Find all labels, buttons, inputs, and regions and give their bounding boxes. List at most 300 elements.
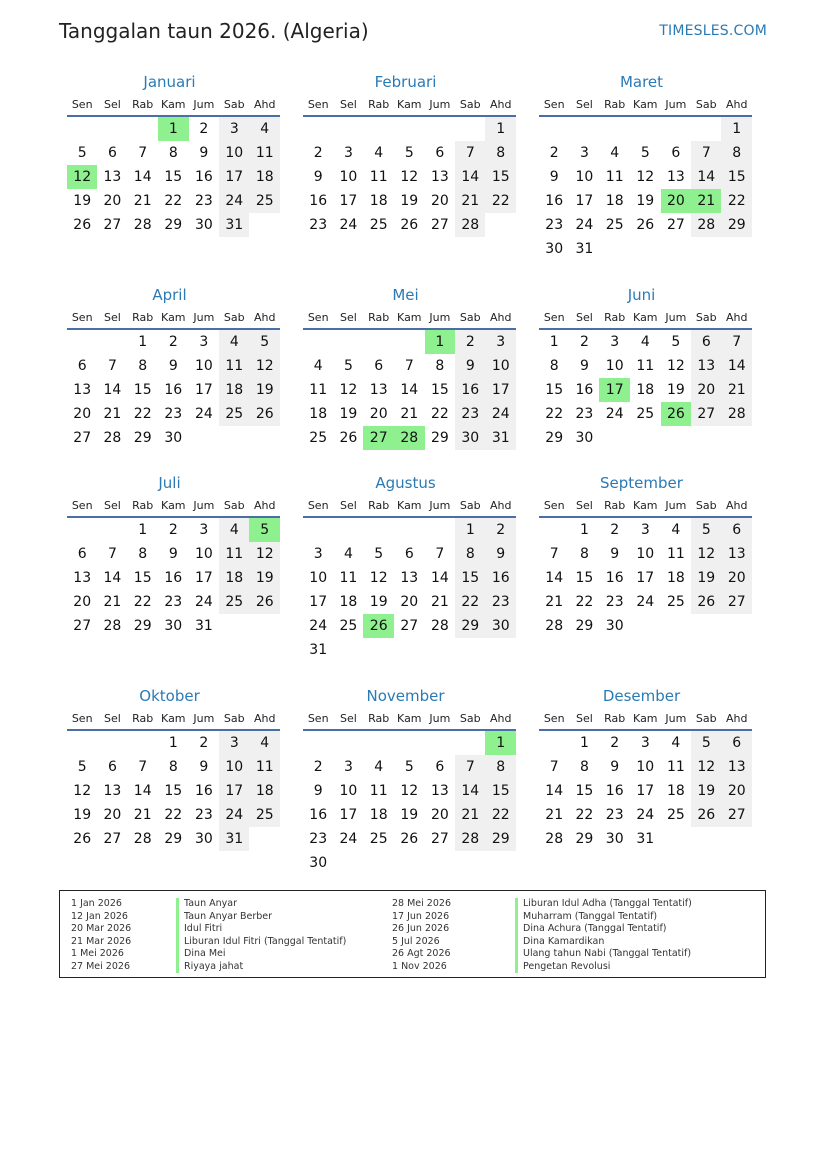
weekday-header: Sen [67, 306, 97, 329]
day-cell: 11 [666, 546, 685, 562]
week-row [67, 165, 280, 189]
day-cell: 3 [219, 116, 249, 141]
week-row [67, 354, 280, 378]
day-cell: 22 [430, 406, 449, 422]
day-cell: 27 [691, 402, 721, 426]
holiday-day: 27 [363, 426, 393, 450]
weekday-header: Rab [599, 707, 629, 730]
day-cell: 14 [721, 354, 752, 378]
day-cell: 22 [133, 406, 152, 422]
day-cell: 21 [430, 594, 449, 610]
day-cell: 22 [164, 807, 183, 823]
day-cell: 18 [339, 594, 358, 610]
weekday-header: Sel [569, 707, 599, 730]
week-row [303, 426, 516, 450]
day-cell: 16 [309, 807, 328, 823]
day-cell: 7 [107, 546, 117, 562]
day-cell: 20 [103, 807, 122, 823]
day-cell: 1 [579, 735, 589, 751]
empty-cell [630, 237, 661, 261]
day-cell: 11 [249, 141, 280, 165]
day-cell: 23 [575, 406, 594, 422]
day-cell: 11 [339, 570, 358, 586]
day-cell: 2 [455, 329, 485, 354]
weekday-header: Sen [539, 707, 569, 730]
day-cell: 9 [610, 546, 620, 562]
day-cell: 29 [485, 827, 516, 851]
weekday-header: Ahd [721, 494, 752, 517]
day-cell: 19 [249, 378, 280, 402]
day-cell: 28 [545, 831, 564, 847]
day-cell: 7 [107, 358, 117, 374]
week-row [67, 116, 280, 141]
day-cell: 11 [666, 759, 685, 775]
empty-cell [661, 426, 691, 450]
day-cell: 16 [194, 783, 213, 799]
day-cell: 3 [219, 730, 249, 755]
empty-cell [363, 730, 393, 755]
day-cell: 5 [691, 730, 721, 755]
weekday-header: Sab [691, 494, 721, 517]
day-cell: 29 [164, 217, 183, 233]
weekday-header: Sab [691, 93, 721, 116]
legend-holiday-name: Dina Mei [176, 948, 346, 961]
weekday-header: Kam [394, 494, 425, 517]
month-table [303, 707, 516, 875]
weekday-header: Sen [539, 93, 569, 116]
day-cell: 4 [671, 522, 681, 538]
day-cell: 6 [374, 358, 384, 374]
day-cell: 14 [400, 382, 419, 398]
day-cell: 28 [455, 213, 485, 237]
week-row [303, 329, 516, 354]
day-cell: 7 [435, 546, 445, 562]
weekday-header: Sen [67, 707, 97, 730]
day-cell: 20 [430, 807, 449, 823]
day-cell: 28 [103, 618, 122, 634]
day-cell: 6 [721, 730, 752, 755]
legend-holiday-name: Liburan Idul Fitri (Tanggal Tentatif) [176, 936, 346, 949]
day-cell: 26 [400, 831, 419, 847]
day-cell: 23 [455, 402, 485, 426]
day-cell: 29 [133, 430, 152, 446]
empty-cell [599, 426, 629, 450]
weekday-header: Sab [455, 494, 485, 517]
week-row [67, 402, 280, 426]
month-name: Mei [392, 286, 419, 304]
legend-date: 26 Agt 2026 [392, 948, 451, 959]
day-cell: 18 [219, 566, 249, 590]
empty-cell [691, 614, 721, 638]
day-cell: 20 [103, 193, 122, 209]
holiday-day: 1 [158, 116, 189, 141]
day-cell: 17 [219, 779, 249, 803]
day-cell: 17 [339, 807, 358, 823]
empty-cell [363, 851, 393, 875]
day-cell: 9 [199, 145, 209, 161]
empty-cell [455, 730, 485, 755]
day-cell: 11 [249, 755, 280, 779]
day-cell: 4 [343, 546, 353, 562]
week-row [539, 566, 752, 590]
month-0 [59, 71, 280, 237]
empty-cell [249, 827, 280, 851]
day-cell: 9 [199, 759, 209, 775]
weekday-header: Kam [394, 93, 425, 116]
weekday-header: Sen [539, 306, 569, 329]
weekday-header: Sab [455, 93, 485, 116]
week-row [67, 378, 280, 402]
day-cell: 15 [164, 783, 183, 799]
week-row [67, 141, 280, 165]
weekday-header: Ahd [721, 93, 752, 116]
weekday-header: Rab [599, 93, 629, 116]
weekday-header: Jum [425, 707, 455, 730]
day-cell: 10 [194, 358, 213, 374]
weekday-header: Sen [67, 494, 97, 517]
weekday-header: Jum [189, 707, 219, 730]
day-cell: 9 [168, 546, 178, 562]
day-cell: 2 [485, 517, 516, 542]
day-cell: 13 [691, 354, 721, 378]
day-cell: 27 [666, 217, 685, 233]
empty-cell [599, 237, 629, 261]
day-cell: 8 [138, 358, 148, 374]
day-cell: 11 [219, 354, 249, 378]
empty-cell [363, 638, 393, 662]
day-cell: 9 [168, 358, 178, 374]
week-row [539, 590, 752, 614]
day-cell: 31 [636, 831, 655, 847]
week-row [539, 329, 752, 354]
day-cell: 31 [219, 213, 249, 237]
empty-cell [394, 329, 425, 354]
empty-cell [691, 827, 721, 851]
day-cell: 10 [194, 546, 213, 562]
empty-cell [67, 116, 97, 141]
day-cell: 26 [73, 831, 92, 847]
empty-cell [394, 638, 425, 662]
week-row [67, 590, 280, 614]
day-cell: 2 [199, 121, 209, 137]
holiday-day: 21 [691, 189, 721, 213]
empty-cell [691, 426, 721, 450]
holiday-day: 1 [425, 329, 455, 354]
day-cell: 14 [103, 570, 122, 586]
weekday-header: Ahd [249, 494, 280, 517]
day-cell: 2 [579, 334, 589, 350]
week-row [539, 517, 752, 542]
empty-cell [67, 517, 97, 542]
empty-cell [485, 638, 516, 662]
day-cell: 25 [309, 430, 328, 446]
brand-link[interactable]: TIMESLES.COM [659, 23, 767, 39]
empty-cell [249, 213, 280, 237]
month-name: Oktober [139, 687, 200, 705]
day-cell: 27 [721, 590, 752, 614]
empty-cell [333, 851, 363, 875]
weekday-header: Sen [67, 93, 97, 116]
day-cell: 31 [575, 241, 594, 257]
empty-cell [333, 116, 363, 141]
month-10 [295, 685, 516, 875]
empty-cell [303, 517, 333, 542]
empty-cell [333, 730, 363, 755]
day-cell: 23 [309, 831, 328, 847]
day-cell: 19 [73, 807, 92, 823]
day-cell: 30 [605, 618, 624, 634]
legend-date: 5 Jul 2026 [392, 935, 440, 947]
day-cell: 4 [640, 334, 650, 350]
day-cell: 15 [455, 566, 485, 590]
weekday-header: Sab [219, 93, 249, 116]
legend-holiday-name: Taun Anyar [176, 898, 346, 911]
week-row [67, 517, 280, 542]
week-row [539, 827, 752, 851]
weekday-header: Ahd [249, 306, 280, 329]
empty-cell [539, 116, 569, 141]
day-cell: 24 [605, 406, 624, 422]
day-cell: 25 [219, 402, 249, 426]
legend-names-col-2 [515, 898, 692, 973]
weekday-header: Jum [189, 93, 219, 116]
day-cell: 29 [455, 614, 485, 638]
weekday-header: Ahd [721, 707, 752, 730]
day-cell: 20 [721, 566, 752, 590]
day-cell: 21 [545, 594, 564, 610]
empty-cell [425, 638, 455, 662]
day-cell: 26 [400, 217, 419, 233]
day-cell: 12 [249, 542, 280, 566]
day-cell: 6 [721, 517, 752, 542]
day-cell: 3 [485, 329, 516, 354]
month-2 [531, 71, 752, 261]
day-cell: 2 [610, 522, 620, 538]
day-cell: 3 [313, 546, 323, 562]
day-cell: 2 [610, 735, 620, 751]
empty-cell [661, 827, 691, 851]
day-cell: 17 [194, 382, 213, 398]
day-cell: 19 [249, 566, 280, 590]
day-cell: 14 [103, 382, 122, 398]
holiday-day: 17 [599, 378, 629, 402]
day-cell: 2 [313, 145, 323, 161]
day-cell: 5 [343, 358, 353, 374]
legend-date: 1 Jan 2026 [71, 898, 122, 909]
month-table [303, 93, 516, 237]
day-cell: 12 [339, 382, 358, 398]
day-cell: 1 [168, 735, 178, 751]
day-cell: 13 [430, 169, 449, 185]
day-cell: 29 [575, 831, 594, 847]
empty-cell [539, 517, 569, 542]
weekday-header: Sen [303, 93, 333, 116]
week-row [303, 614, 516, 638]
day-cell: 20 [73, 406, 92, 422]
day-cell: 28 [455, 827, 485, 851]
empty-cell [97, 730, 127, 755]
day-cell: 4 [374, 145, 384, 161]
day-cell: 28 [691, 213, 721, 237]
day-cell: 27 [103, 831, 122, 847]
legend-dates-col-2 [392, 898, 451, 973]
empty-cell [721, 237, 752, 261]
holiday-day: 26 [363, 614, 393, 638]
week-row [303, 566, 516, 590]
day-cell: 6 [691, 329, 721, 354]
day-cell: 28 [430, 618, 449, 634]
empty-cell [721, 426, 752, 450]
day-cell: 6 [435, 759, 445, 775]
legend-date: 17 Jun 2026 [392, 910, 450, 922]
empty-cell [249, 614, 280, 638]
day-cell: 27 [103, 217, 122, 233]
day-cell: 12 [400, 783, 419, 799]
month-8 [531, 472, 752, 638]
week-row [303, 827, 516, 851]
month-name: Agustus [375, 474, 436, 492]
day-cell: 29 [164, 831, 183, 847]
weekday-header: Sel [97, 707, 127, 730]
day-cell: 22 [133, 594, 152, 610]
day-cell: 12 [249, 354, 280, 378]
weekday-header: Ahd [485, 93, 516, 116]
legend-date: 26 Jun 2026 [392, 923, 450, 934]
week-row [303, 730, 516, 755]
day-cell: 20 [721, 779, 752, 803]
day-cell: 19 [73, 193, 92, 209]
week-row [539, 165, 752, 189]
day-cell: 23 [605, 807, 624, 823]
day-cell: 19 [636, 193, 655, 209]
day-cell: 15 [133, 382, 152, 398]
day-cell: 19 [400, 807, 419, 823]
day-cell: 3 [610, 334, 620, 350]
day-cell: 4 [313, 358, 323, 374]
weekday-header: Jum [661, 707, 691, 730]
day-cell: 6 [671, 145, 681, 161]
weekday-header: Sel [97, 306, 127, 329]
day-cell: 17 [219, 165, 249, 189]
day-cell: 10 [636, 759, 655, 775]
weekday-header: Rab [363, 707, 393, 730]
day-cell: 22 [575, 807, 594, 823]
day-cell: 8 [579, 759, 589, 775]
day-cell: 22 [545, 406, 564, 422]
weekday-header: Sen [303, 306, 333, 329]
month-table [539, 306, 752, 450]
legend-date: 27 Mei 2026 [71, 960, 130, 972]
day-cell: 7 [138, 145, 148, 161]
day-cell: 19 [400, 193, 419, 209]
week-row [303, 803, 516, 827]
day-cell: 1 [579, 522, 589, 538]
day-cell: 25 [666, 594, 685, 610]
month-9 [59, 685, 280, 851]
day-cell: 19 [691, 779, 721, 803]
month-name: Januari [143, 73, 196, 91]
empty-cell [425, 116, 455, 141]
month-11 [531, 685, 752, 851]
day-cell: 18 [249, 165, 280, 189]
day-cell: 5 [77, 759, 87, 775]
empty-cell [394, 517, 425, 542]
day-cell: 17 [636, 783, 655, 799]
weekday-header: Jum [661, 494, 691, 517]
week-row [67, 213, 280, 237]
empty-cell [127, 730, 157, 755]
day-cell: 24 [636, 807, 655, 823]
month-name: Februari [374, 73, 437, 91]
day-cell: 18 [605, 193, 624, 209]
day-cell: 25 [339, 618, 358, 634]
weekday-header: Rab [127, 306, 157, 329]
day-cell: 2 [549, 145, 559, 161]
weekday-header: Sab [691, 707, 721, 730]
day-cell: 11 [309, 382, 328, 398]
empty-cell [630, 614, 661, 638]
day-cell: 24 [194, 406, 213, 422]
day-cell: 18 [309, 406, 328, 422]
day-cell: 7 [549, 546, 559, 562]
day-cell: 26 [249, 402, 280, 426]
week-row [67, 730, 280, 755]
day-cell: 25 [219, 590, 249, 614]
day-cell: 14 [545, 783, 564, 799]
day-cell: 16 [545, 193, 564, 209]
day-cell: 1 [455, 517, 485, 542]
day-cell: 15 [485, 165, 516, 189]
weekday-header: Sel [333, 707, 363, 730]
month-table [539, 707, 752, 851]
day-cell: 2 [168, 334, 178, 350]
day-cell: 3 [199, 522, 209, 538]
week-row [539, 141, 752, 165]
month-name: Juni [627, 286, 656, 304]
day-cell: 19 [666, 382, 685, 398]
day-cell: 17 [194, 570, 213, 586]
empty-cell [455, 116, 485, 141]
weekday-header: Jum [425, 306, 455, 329]
day-cell: 4 [249, 730, 280, 755]
week-row [67, 779, 280, 803]
day-cell: 26 [691, 590, 721, 614]
empty-cell [425, 730, 455, 755]
day-cell: 14 [455, 165, 485, 189]
weekday-header: Ahd [485, 707, 516, 730]
day-cell: 8 [485, 755, 516, 779]
day-cell: 15 [430, 382, 449, 398]
day-cell: 7 [455, 141, 485, 165]
week-row [67, 542, 280, 566]
weekday-header: Kam [630, 306, 661, 329]
day-cell: 5 [249, 329, 280, 354]
week-row [303, 517, 516, 542]
day-cell: 10 [219, 141, 249, 165]
day-cell: 7 [404, 358, 414, 374]
day-cell: 19 [339, 406, 358, 422]
empty-cell [303, 329, 333, 354]
day-cell: 4 [219, 329, 249, 354]
day-cell: 31 [219, 827, 249, 851]
day-cell: 7 [721, 329, 752, 354]
day-cell: 6 [404, 546, 414, 562]
day-cell: 13 [369, 382, 388, 398]
day-cell: 7 [691, 141, 721, 165]
holiday-day: 28 [394, 426, 425, 450]
empty-cell [394, 730, 425, 755]
day-cell: 25 [249, 189, 280, 213]
